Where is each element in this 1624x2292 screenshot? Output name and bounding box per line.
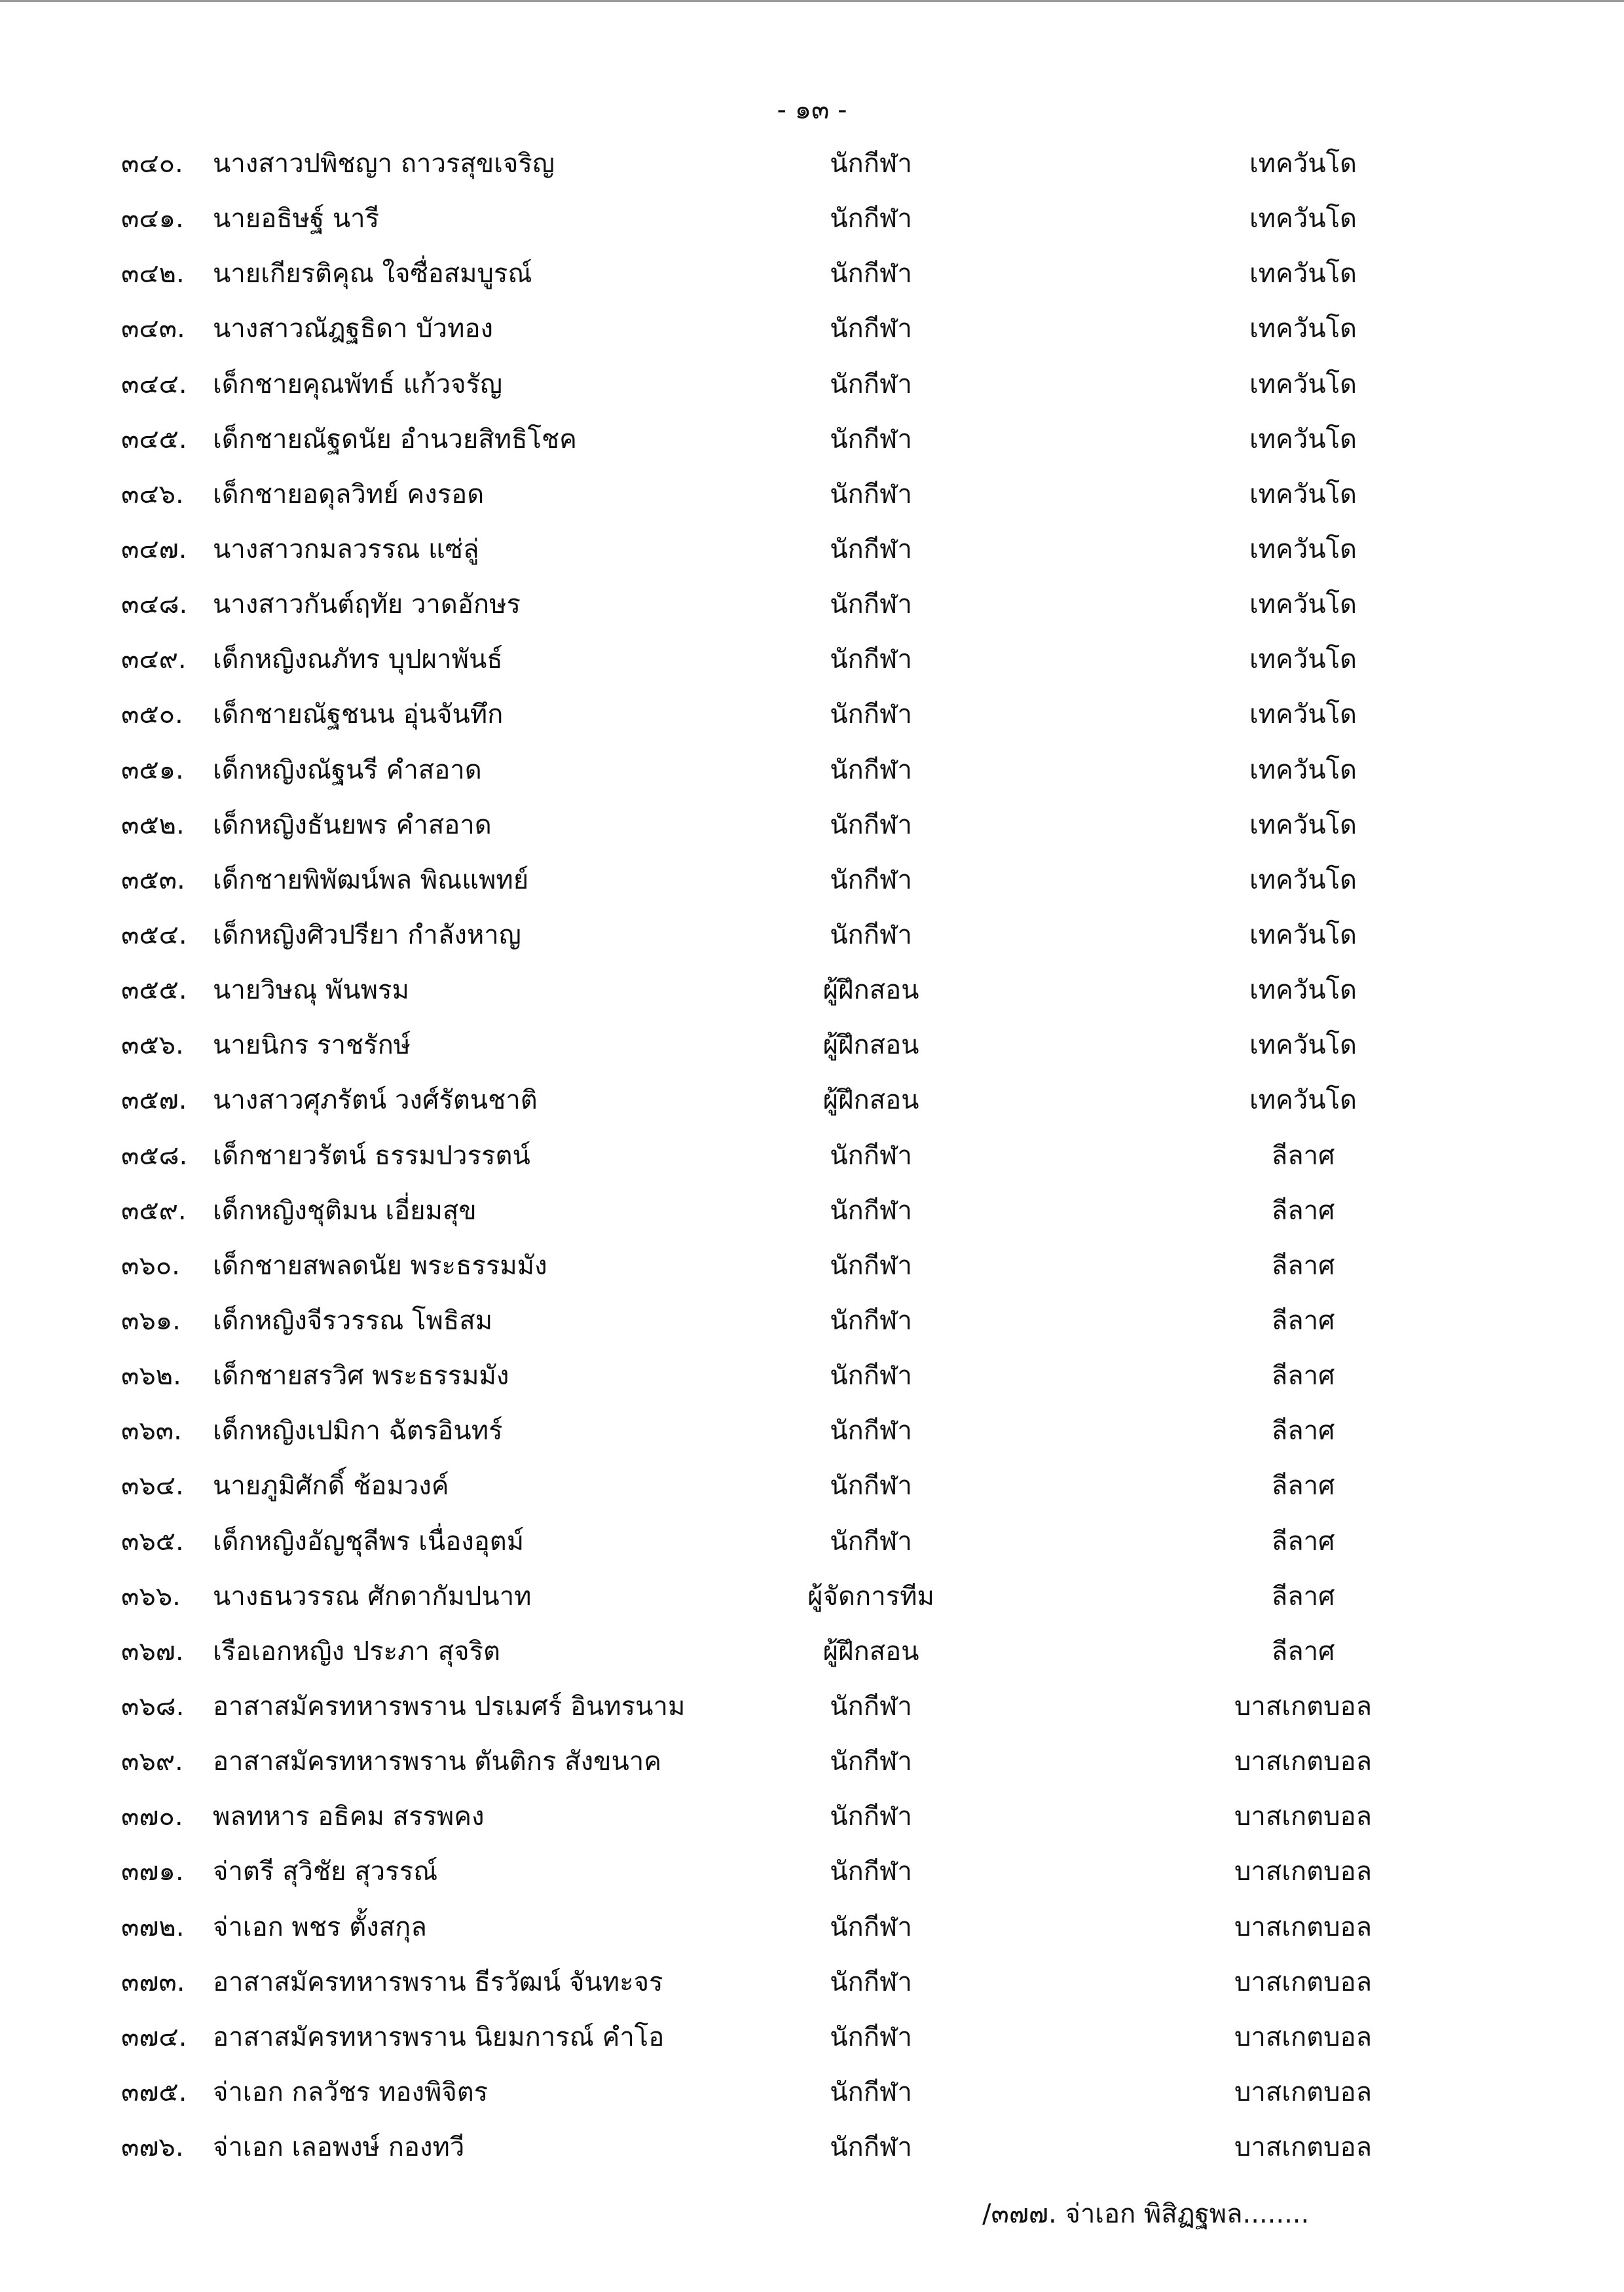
list-item bbox=[0, 1248, 1624, 1303]
entry-number: ๓๖๓. bbox=[121, 1416, 182, 1447]
list-item bbox=[0, 1964, 1624, 2019]
participant-name: เด็กหญิงเปมิกา ฉัตรอินทร์ bbox=[213, 1416, 503, 1447]
participant-name: เด็กหญิงธันยพร คำสอาด bbox=[213, 809, 492, 840]
list-item bbox=[0, 255, 1624, 310]
entry-number: ๓๔๐. bbox=[121, 149, 183, 179]
participant-name: เด็กชายสพลดนัย พระธรรมมัง bbox=[213, 1250, 547, 1281]
list-item bbox=[0, 200, 1624, 255]
sport-name: ลีลาศ bbox=[1271, 1471, 1335, 1502]
participant-name: นางสาวศุภรัตน์ วงศ์รัตนชาติ bbox=[213, 1085, 538, 1116]
page-number: - ๑๓ - bbox=[777, 95, 847, 125]
participant-role: ผู้จัดการทีม bbox=[807, 1581, 934, 1612]
list-item bbox=[0, 696, 1624, 751]
entry-number: ๓๔๑. bbox=[121, 204, 184, 234]
entry-number: ๓๔๓. bbox=[121, 314, 185, 344]
participant-name: พลทหาร อธิคม สรรพคง bbox=[213, 1802, 485, 1832]
participant-role: นักกีฬา bbox=[830, 864, 912, 895]
list-item bbox=[0, 1303, 1624, 1358]
participant-role: นักกีฬา bbox=[830, 589, 912, 620]
participant-name: เด็กชายณัฐดนัย อำนวยสิทธิโชค bbox=[213, 424, 577, 454]
participant-name: นางธนวรรณ ศักดากัมปนาท bbox=[213, 1581, 532, 1612]
list-item bbox=[0, 1358, 1624, 1413]
sport-name: เทควันโด bbox=[1249, 259, 1357, 289]
sport-name: ลีลาศ bbox=[1271, 1140, 1335, 1171]
entry-number: ๓๖๐. bbox=[121, 1250, 180, 1281]
participant-role: นักกีฬา bbox=[830, 1361, 912, 1392]
entry-number: ๓๕๑. bbox=[121, 754, 184, 785]
list-item bbox=[0, 1082, 1624, 1137]
participant-name: เรือเอกหญิง ประภา สุจริต bbox=[213, 1636, 501, 1667]
list-item bbox=[0, 1578, 1624, 1633]
participant-name: เด็กชายณัฐชนน อุ่นจันทึก bbox=[213, 699, 504, 730]
sport-name: เทควันโด bbox=[1249, 699, 1357, 730]
participant-list bbox=[0, 145, 1624, 2184]
participant-role: นักกีฬา bbox=[830, 204, 912, 234]
participant-role: นักกีฬา bbox=[830, 1305, 912, 1336]
participant-role: นักกีฬา bbox=[830, 369, 912, 399]
entry-number: ๓๖๘. bbox=[121, 1691, 185, 1722]
sport-name: ลีลาศ bbox=[1271, 1581, 1335, 1612]
participant-name: เด็กหญิงชุติมน เอี่ยมสุข bbox=[213, 1195, 477, 1226]
participant-role: ผู้ฝึกสอน bbox=[822, 1030, 919, 1061]
entry-number: ๓๔๕. bbox=[121, 424, 187, 454]
participant-name: นายนิกร ราชรักษ์ bbox=[213, 1030, 411, 1061]
participant-name: เด็กชายอดุลวิทย์ คงรอด bbox=[213, 479, 485, 509]
sport-name: เทควันโด bbox=[1249, 314, 1357, 344]
list-item bbox=[0, 145, 1624, 200]
list-item bbox=[0, 1688, 1624, 1743]
entry-number: ๓๕๔. bbox=[121, 919, 187, 950]
sport-name: เทควันโด bbox=[1249, 589, 1357, 620]
list-item bbox=[0, 1027, 1624, 1082]
sport-name: เทควันโด bbox=[1249, 424, 1357, 454]
sport-name: บาสเกตบอล bbox=[1234, 1912, 1373, 1942]
participant-role: นักกีฬา bbox=[830, 1857, 912, 1887]
participant-role: นักกีฬา bbox=[830, 259, 912, 289]
sport-name: บาสเกตบอล bbox=[1234, 1691, 1373, 1722]
list-item bbox=[0, 476, 1624, 531]
sport-name: บาสเกตบอล bbox=[1234, 1747, 1373, 1777]
list-item bbox=[0, 2019, 1624, 2074]
sport-name: ลีลาศ bbox=[1271, 1195, 1335, 1226]
participant-name: นางสาวณัฎฐธิดา บัวทอง bbox=[213, 314, 494, 344]
participant-role: นักกีฬา bbox=[830, 1526, 912, 1557]
list-item bbox=[0, 1798, 1624, 1853]
entry-number: ๓๖๗. bbox=[121, 1636, 184, 1667]
entry-number: ๓๗๔. bbox=[121, 2022, 187, 2052]
sport-name: ลีลาศ bbox=[1271, 1305, 1335, 1336]
sport-name: เทควันโด bbox=[1249, 479, 1357, 509]
participant-role: นักกีฬา bbox=[830, 1250, 912, 1281]
list-item bbox=[0, 862, 1624, 917]
sport-name: เทควันโด bbox=[1249, 809, 1357, 840]
entry-number: ๓๕๕. bbox=[121, 975, 187, 1006]
sport-name: เทควันโด bbox=[1249, 754, 1357, 785]
sport-name: ลีลาศ bbox=[1271, 1416, 1335, 1447]
participant-name: เด็กชายคุณพัทธ์ แก้วจรัญ bbox=[213, 369, 503, 399]
list-item bbox=[0, 752, 1624, 807]
sport-name: เทควันโด bbox=[1249, 534, 1357, 564]
entry-number: ๓๔๘. bbox=[121, 589, 188, 620]
entry-number: ๓๕๗. bbox=[121, 1085, 187, 1116]
participant-name: อาสาสมัครทหารพราน ธีรวัฒน์ จันทะจร bbox=[213, 1967, 663, 1997]
participant-role: นักกีฬา bbox=[830, 2077, 912, 2107]
sport-name: เทควันโด bbox=[1249, 1030, 1357, 1061]
participant-name: เด็กชายพิพัฒน์พล พิณแพทย์ bbox=[213, 864, 529, 895]
entry-number: ๓๔๔. bbox=[121, 369, 187, 399]
list-item bbox=[0, 1633, 1624, 1688]
list-item bbox=[0, 641, 1624, 696]
list-item bbox=[0, 1909, 1624, 1964]
entry-number: ๓๔๙. bbox=[121, 644, 187, 675]
entry-number: ๓๕๓. bbox=[121, 864, 185, 895]
participant-name: จ่าตรี สุวิชัย สุวรรณ์ bbox=[213, 1857, 438, 1887]
sport-name: บาสเกตบอล bbox=[1234, 2077, 1373, 2107]
participant-name: นางสาวกันต์ฤทัย วาดอักษร bbox=[213, 589, 521, 620]
sport-name: บาสเกตบอล bbox=[1234, 1802, 1373, 1832]
sport-name: เทควันโด bbox=[1249, 1085, 1357, 1116]
sport-name: บาสเกตบอล bbox=[1234, 1967, 1373, 1997]
sport-name: บาสเกตบอล bbox=[1234, 2022, 1373, 2052]
participant-name: อาสาสมัครทหารพราน ตันติกร สังขนาค bbox=[213, 1747, 661, 1777]
list-item bbox=[0, 1192, 1624, 1248]
sport-name: ลีลาศ bbox=[1271, 1250, 1335, 1281]
participant-name: เด็กชายวรัตน์ ธรรมปวรรตน์ bbox=[213, 1140, 530, 1171]
sport-name: ลีลาศ bbox=[1271, 1361, 1335, 1392]
participant-role: นักกีฬา bbox=[830, 1140, 912, 1171]
list-item bbox=[0, 1523, 1624, 1578]
participant-role: นักกีฬา bbox=[830, 1691, 912, 1722]
participant-name: จ่าเอก พชร ตั้งสกุล bbox=[213, 1912, 427, 1942]
participant-name: นายเกียรติคุณ ใจซื่อสมบูรณ์ bbox=[213, 259, 532, 289]
entry-number: ๓๖๖. bbox=[121, 1581, 181, 1612]
participant-name: เด็กหญิงจีรวรรณ โพธิสม bbox=[213, 1305, 493, 1336]
list-item bbox=[0, 807, 1624, 862]
entry-number: ๓๗๒. bbox=[121, 1912, 185, 1942]
participant-role: นักกีฬา bbox=[830, 2132, 912, 2163]
list-item bbox=[0, 917, 1624, 972]
entry-number: ๓๖๑. bbox=[121, 1305, 181, 1336]
participant-name: เด็กหญิงอัญชุลีพร เนื่องอุตม์ bbox=[213, 1526, 525, 1557]
participant-role: นักกีฬา bbox=[830, 644, 912, 675]
participant-name: จ่าเอก เลอพงษ์ กองทวี bbox=[213, 2132, 465, 2163]
participant-role: นักกีฬา bbox=[830, 1967, 912, 1997]
list-item bbox=[0, 1468, 1624, 1523]
participant-role: นักกีฬา bbox=[830, 2022, 912, 2052]
participant-role: นักกีฬา bbox=[830, 424, 912, 454]
entry-number: ๓๖๕. bbox=[121, 1526, 184, 1557]
entry-number: ๓๗๐. bbox=[121, 1802, 183, 1832]
entry-number: ๓๕๐. bbox=[121, 699, 183, 730]
list-item bbox=[0, 1137, 1624, 1192]
participant-name: เด็กชายสรวิศ พระธรรมมัง bbox=[213, 1361, 509, 1392]
sport-name: ลีลาศ bbox=[1271, 1636, 1335, 1667]
participant-role: นักกีฬา bbox=[830, 1802, 912, 1832]
list-item bbox=[0, 1413, 1624, 1468]
sport-name: บาสเกตบอล bbox=[1234, 2132, 1373, 2163]
sport-name: เทควันโด bbox=[1249, 864, 1357, 895]
participant-name: นางสาวปพิชญา ถาวรสุขเจริญ bbox=[213, 149, 555, 179]
entry-number: ๓๕๖. bbox=[121, 1030, 184, 1061]
entry-number: ๓๕๒. bbox=[121, 809, 185, 840]
list-item bbox=[0, 972, 1624, 1027]
participant-role: นักกีฬา bbox=[830, 699, 912, 730]
participant-role: นักกีฬา bbox=[830, 149, 912, 179]
list-item bbox=[0, 586, 1624, 641]
list-item bbox=[0, 1743, 1624, 1798]
entry-number: ๓๖๙. bbox=[121, 1747, 183, 1777]
list-item bbox=[0, 421, 1624, 476]
participant-role: นักกีฬา bbox=[830, 479, 912, 509]
list-item bbox=[0, 310, 1624, 365]
entry-number: ๓๔๗. bbox=[121, 534, 187, 564]
participant-name: เด็กหญิงศิวปรียา กำลังหาญ bbox=[213, 919, 521, 950]
participant-name: จ่าเอก กลวัชร ทองพิจิตร bbox=[213, 2077, 489, 2107]
sport-name: เทควันโด bbox=[1249, 369, 1357, 399]
participant-role: นักกีฬา bbox=[830, 809, 912, 840]
list-item bbox=[0, 2074, 1624, 2129]
list-item bbox=[0, 366, 1624, 421]
participant-role: นักกีฬา bbox=[830, 314, 912, 344]
participant-role: นักกีฬา bbox=[830, 1912, 912, 1942]
participant-name: นายภูมิศักดิ์ ช้อมวงค์ bbox=[213, 1471, 449, 1502]
participant-role: นักกีฬา bbox=[830, 919, 912, 950]
sport-name: เทควันโด bbox=[1249, 644, 1357, 675]
list-item bbox=[0, 1853, 1624, 1908]
participant-role: นักกีฬา bbox=[830, 1195, 912, 1226]
list-item bbox=[0, 2129, 1624, 2184]
entry-number: ๓๔๒. bbox=[121, 259, 185, 289]
sport-name: เทควันโด bbox=[1249, 149, 1357, 179]
entry-number: ๓๗๕. bbox=[121, 2077, 187, 2107]
sport-name: เทควันโด bbox=[1249, 975, 1357, 1006]
participant-name: นายอธิษฐ์ นารี bbox=[213, 204, 380, 234]
entry-number: ๓๗๑. bbox=[121, 1857, 184, 1887]
continuation-note: /๓๗๗. จ่าเอก พิสิฏฐพล........ bbox=[982, 2199, 1310, 2229]
entry-number: ๓๗๖. bbox=[121, 2132, 184, 2163]
participant-name: นายวิษณุ พันพรม bbox=[213, 975, 409, 1006]
participant-role: ผู้ฝึกสอน bbox=[822, 975, 919, 1006]
sport-name: บาสเกตบอล bbox=[1234, 1857, 1373, 1887]
participant-name: เด็กหญิงณัฐนรี คำสอาด bbox=[213, 754, 482, 785]
list-item bbox=[0, 531, 1624, 586]
participant-role: นักกีฬา bbox=[830, 1416, 912, 1447]
participant-name: เด็กหญิงณภัทร บุปผาพันธ์ bbox=[213, 644, 503, 675]
participant-name: อาสาสมัครทหารพราน ปรเมศร์ อินทรนาม bbox=[213, 1691, 686, 1722]
entry-number: ๓๕๘. bbox=[121, 1140, 188, 1171]
sport-name: เทควันโด bbox=[1249, 204, 1357, 234]
participant-name: นางสาวกมลวรรณ แซ่ลู่ bbox=[213, 534, 479, 564]
sport-name: ลีลาศ bbox=[1271, 1526, 1335, 1557]
participant-role: นักกีฬา bbox=[830, 1471, 912, 1502]
participant-role: นักกีฬา bbox=[830, 534, 912, 564]
entry-number: ๓๕๙. bbox=[121, 1195, 187, 1226]
sport-name: เทควันโด bbox=[1249, 919, 1357, 950]
entry-number: ๓๗๓. bbox=[121, 1967, 185, 1997]
entry-number: ๓๖๔. bbox=[121, 1471, 184, 1502]
participant-role: นักกีฬา bbox=[830, 754, 912, 785]
top-rule bbox=[0, 0, 1624, 2]
participant-role: นักกีฬา bbox=[830, 1747, 912, 1777]
entry-number: ๓๖๒. bbox=[121, 1361, 181, 1392]
participant-name: อาสาสมัครทหารพราน นิยมการณ์ คำโอ bbox=[213, 2022, 665, 2052]
entry-number: ๓๔๖. bbox=[121, 479, 184, 509]
participant-role: ผู้ฝึกสอน bbox=[822, 1636, 919, 1667]
participant-role: ผู้ฝึกสอน bbox=[822, 1085, 919, 1116]
